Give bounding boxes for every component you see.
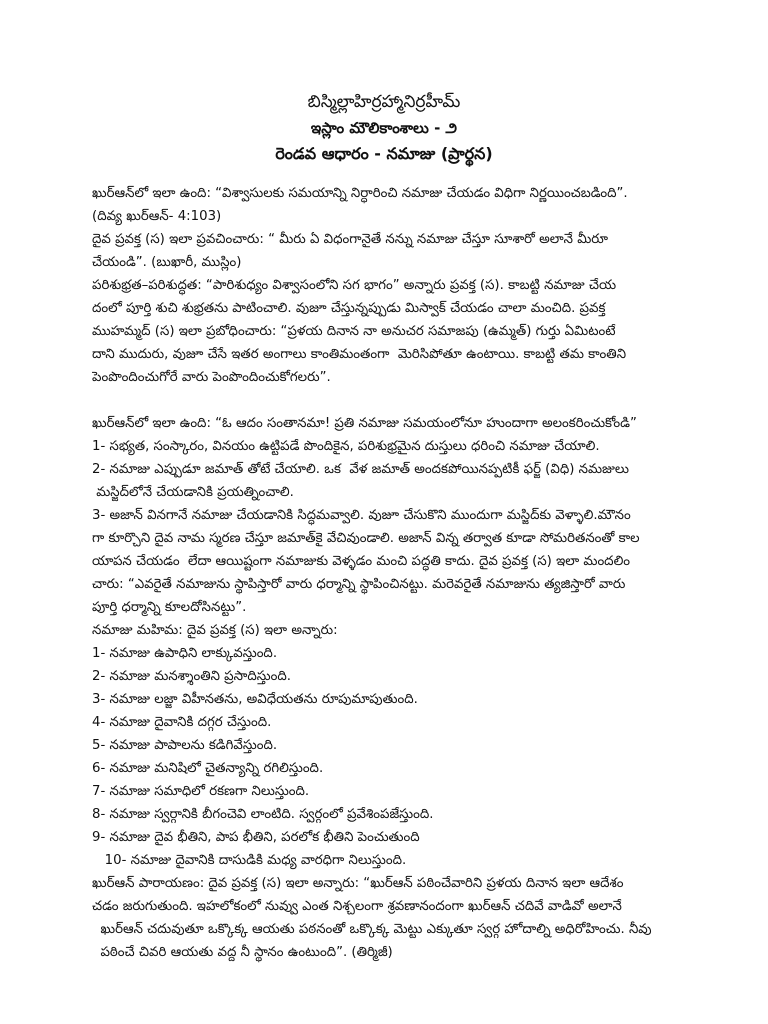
text-line: పెంపొందించుగోరే వారు పెంపొందించుకోగలరు”. (92, 370, 331, 385)
text-line: దాని ముదురు, వుజూ చేసే ఇతర అంగాలు కాంతిమంతంగా మెరిసిపోతూ ఉంటాయి. కాబట్టి తమ కాంతిని (92, 347, 627, 362)
list-item: 8- నమాజు స్వర్గానికి బీగంచెవి లాంటిది. స్వర్గంలో ప్రవేశింపజేస్తుంది. (92, 807, 434, 822)
text-line: పరిశుభ్రత–పరిశుద్ధత: “పారిశుధ్యం విశ్వాసంలోని సగ భాగం” అన్నారు ప్రవక్త (స). కాబట్టి నమాజు చేయ (92, 278, 617, 293)
paragraph-2 (92, 412, 688, 964)
text-line: ఖుర్‌ఆన్ పారాయణం: దైవ ప్రవక్త (స) ఇలా అన్నారు: “ఖుర్‌ఆన్ పఠించేవారిని ప్రళయ దినాన ఇలా ఆదేశం (92, 876, 624, 891)
series-title: ఇస్లాం మౌలికాంశాలు - ౨ (310, 119, 458, 137)
list-item: 5- నమాజు పాపాలను కడిగివేస్తుంది. (92, 738, 278, 753)
document-body (92, 182, 688, 964)
section-title: రెండవ ఆధారం - నమాజు (ప్రార్థన) (275, 144, 493, 163)
list-item: 4- నమాజు దైవానికి దగ్గర చేస్తుంది. (92, 715, 272, 730)
text-line: యాపన చేయడం లేదా ఆయిష్టంగా నమాజుకు వెళ్ళడం మంచి పద్ధతి కాదు. దైవ ప్రవక్త (స) ఇలా మందలిం (92, 554, 630, 569)
text-line: ఖుర్‌ఆన్ చదువుతూ ఒక్కొక్క ఆయతు పఠనంతో ఒక్కొక్క మెట్టు ఎక్కుతూ స్వర్గ హోదాల్ని అధిరోహించు. నీవు (92, 922, 652, 937)
text-line: చారు: “ఎవరైతే నమాజును స్థాపిస్తారో వారు ధర్మాన్ని స్థాపించినట్టు. మరెవరైతే నమాజును త్యజిస్తారో వారు (92, 577, 626, 592)
list-item: 6- నమాజు మనిషిలో చైతన్యాన్ని రగిలిస్తుంది. (92, 761, 324, 776)
text-line: ఖుర్‌ఆన్‌లో ఇలా ఉంది: “ఓ ఆదం సంతానమా! ప్రతి నమాజు సమయంలోనూ హుందాగా అలంకరించుకోండి” (92, 416, 637, 431)
paragraph-1 (92, 182, 688, 389)
text-line: (దివ్య ఖుర్‌ఆన్- 4:103) (92, 209, 222, 224)
text-line: చేయండి”. (బుఖారీ, ముస్లిం) (92, 255, 242, 270)
paragraph-gap (92, 389, 688, 412)
list-item: 9- నమాజు దైవ భీతిని, పాప భీతిని, పరలోక భీతిని పెంచుతుంది (92, 830, 420, 845)
list-item: 7- నమాజు సమాధిలో రకణగా నిలుస్తుంది. (92, 784, 310, 799)
text-line: 1- సభ్యత, సంస్కారం, వినయం ఉట్టిపడే పొందికైన, పరిశుభ్రమైన దుస్తులు ధరించి నమాజు చేయాలి. (92, 439, 600, 454)
text-line: పఠించే చివరి ఆయతు వద్ద నీ స్థానం ఉంటుంది”. (తిర్మిజీ) (92, 945, 393, 960)
list-item: 10- నమాజు దైవానికి దాసుడికి మధ్య వారధిగా నిలుస్తుంది. (92, 853, 407, 868)
list-item: 3- నమాజు లజ్జా విహీనతను, అవిధేయతను రూపుమాపుతుంది. (92, 692, 418, 707)
bismillah-heading: బిస్మిల్లాహిర్రహ్మానిర్రహీమ్ (307, 92, 461, 112)
list-item: 1- నమాజు ఉపాధిని లాక్కువస్తుంది. (92, 646, 278, 661)
text-line: 3- అజాన్ వినగానే నమాజు చేయడానికి సిద్ధమవ్వాలి. వుజూ చేసుకొని ముందుగా మస్జిద్‌కు వెళ్ళాలి.మౌనం (92, 508, 631, 523)
text-line: మస్జిద్‌లోనే చేయడానికి ప్రయత్నించాలి. (92, 485, 294, 500)
text-line: ఖుర్‌ఆన్‌లో ఇలా ఉంది: “విశ్వాసులకు సమయాన్ని నిర్ధారించి నమాజు చేయడం విధిగా నిర్ణయించబడింది”. (92, 186, 628, 201)
text-line: దంలో పూర్తి శుచి శుభ్రతను పాటించాలి. వుజూ చేస్తున్నప్పుడు మిస్వాక్ చేయడం చాలా మంచిది. ప్రవక్త (92, 301, 606, 316)
list-item: 2- నమాజు మనశ్శాంతిని ప్రసాదిస్తుంది. (92, 669, 292, 684)
text-line: దైవ ప్రవక్త (స) ఇలా ప్రవచించారు: “ మీరు ఏ విధంగానైతే నన్ను నమాజు చేస్తూ సూశారో అలానే మీరూ (92, 232, 609, 247)
text-line: నమాజు మహిమ: దైవ ప్రవక్త (స) ఇలా అన్నారు: (92, 623, 338, 638)
text-line: గా కూర్చొని దైవ నామ స్మరణ చేస్తూ జమాత్‌కై వేచివుండాలి. అజాన్ విన్న తర్వాత కూడా సోమరితనంతో కాల (92, 531, 640, 546)
text-line: ముహమ్మద్ (స) ఇలా ప్రబోధించారు: “ప్రళయ దినాన నా అనుచర సమాజపు (ఉమ్మత్) గుర్తు ఏమిటంటే (92, 324, 616, 339)
text-line: చడం జరుగుతుంది. ఇహలోకంలో నువ్వు ఎంత నిశ్చలంగా శ్రవణానందంగా ఖుర్‌ఆన్ చదివే వాడివో అలానే (92, 899, 622, 914)
text-line: 2- నమాజు ఎప్పుడూ జమాత్ తోటే చేయాలి. ఒక వేళ జమాత్ అందకపోయినప్పటికీ ఫర్జ్ (విధి) నమజులు (92, 462, 629, 477)
text-line: పూర్తి ధర్మాన్ని కూలదోసినట్టు”. (92, 600, 247, 615)
